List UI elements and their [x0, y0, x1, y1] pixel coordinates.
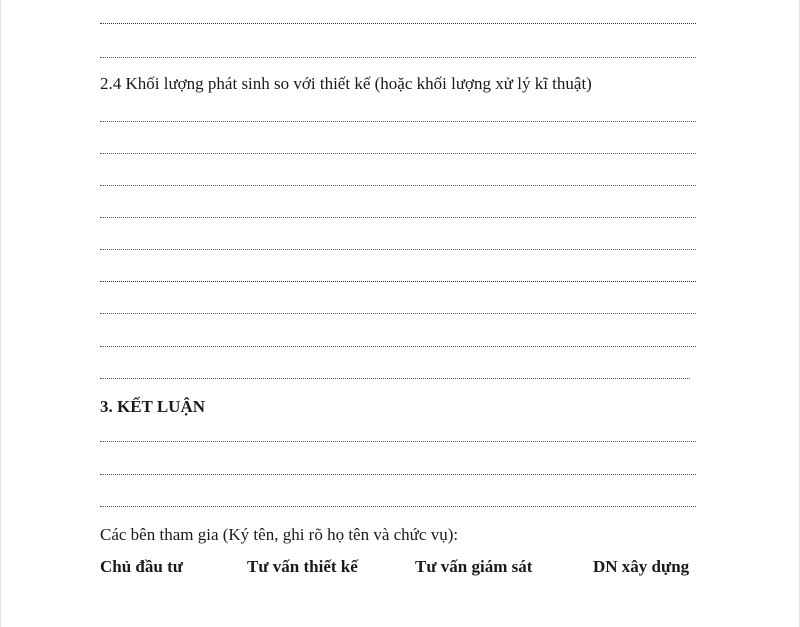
fill-line	[100, 506, 696, 507]
fill-line	[100, 378, 690, 379]
section-2-4-heading: 2.4 Khối lượng phát sinh so với thiết kế (hoặc khối lượng xử lý kĩ thuật)	[100, 74, 592, 93]
fill-line	[100, 249, 696, 250]
fill-line	[100, 474, 696, 475]
participants-label: Các bên tham gia (Ký tên, ghi rõ họ tên và chức vụ):	[100, 525, 459, 544]
fill-line	[100, 57, 696, 58]
fill-line	[100, 185, 696, 186]
signatory-investor: Chủ đầu tư	[100, 557, 183, 576]
fill-line	[100, 217, 696, 218]
signatory-supervision-consultant: Tư vấn giám sát	[415, 557, 533, 576]
section-3-heading: 3. KẾT LUẬN	[100, 397, 206, 416]
fill-line	[100, 23, 696, 24]
fill-line	[100, 346, 696, 347]
fill-line	[100, 121, 696, 122]
fill-line	[100, 153, 696, 154]
signatory-design-consultant: Tư vấn thiết kế	[247, 557, 358, 576]
fill-line	[100, 441, 696, 442]
fill-line	[100, 313, 696, 314]
signatory-construction-company: DN xây dựng	[593, 557, 690, 576]
fill-line	[100, 281, 696, 282]
